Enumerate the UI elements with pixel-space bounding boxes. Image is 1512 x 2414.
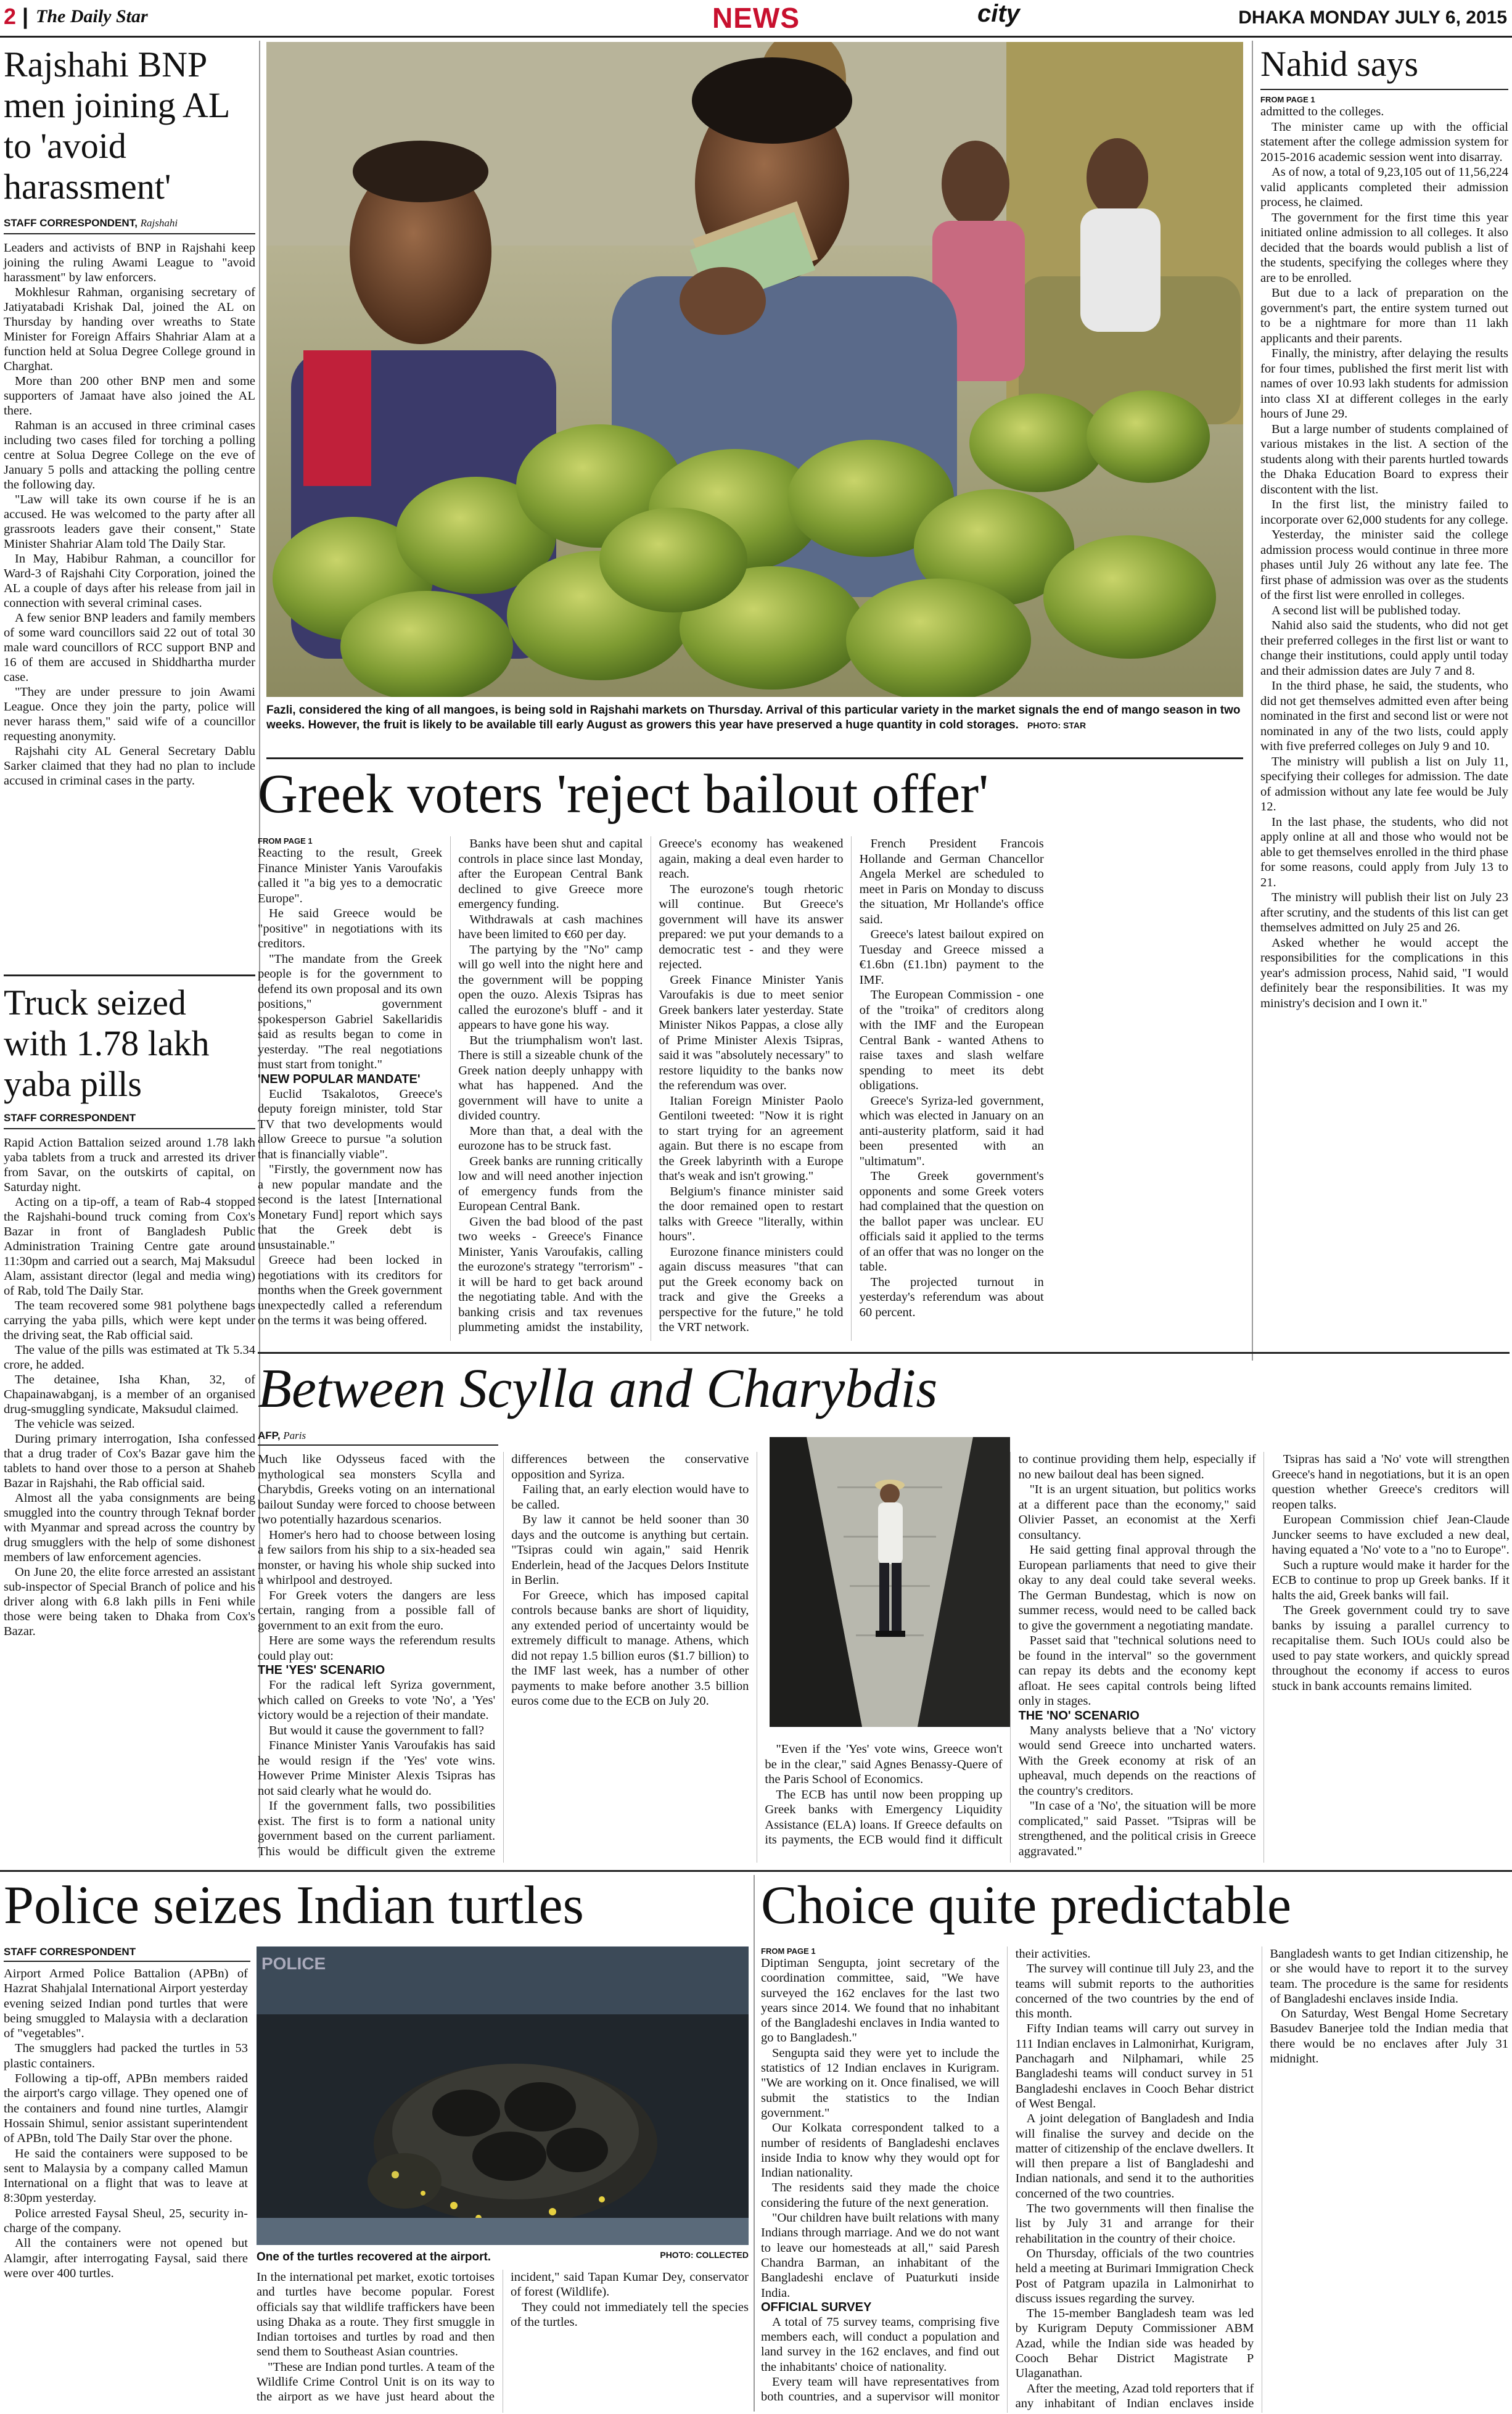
paragraph: "Even if the 'Yes' vote wins, Greece won't be in the clear," said Agnes Benassy-Quere of the Paris School of Economics. xyxy=(765,1742,1003,1786)
rajshahi-byline: STAFF CORRESPONDENT, Rajshahi xyxy=(4,217,255,234)
paragraph: Rahman is an accused in three criminal cases including two cases filed for torching a polling centre at Solua Degree College on the eve of January 5 polls and attacking the polling centre the following day. xyxy=(4,419,255,492)
paragraph: "In case of a 'No', the situation will be more complicated," said Passet. "Tsipras will be strengthened, and the political crisis in Greece aggravated." xyxy=(1018,1799,1256,1858)
paragraph: Euclid Tsakalotos, Greece's deputy foreign minister, told Star TV that two developments would allow Greece to pursue "a solution that is financially viable". xyxy=(258,1087,443,1161)
paragraph: But due to a lack of preparation on the government's part, the entire system turned out to be a nightmare for more than 11 lakh applicants and their parents. xyxy=(1260,286,1508,345)
paragraph: Passet said that "technical solutions need to be found in the interval" so the government can repay its debts and the economy kept afloat. He sees capital controls being lifted only in stages. xyxy=(1018,1634,1256,1708)
column-rule xyxy=(754,1875,755,2412)
paragraph: For Greek voters the dangers are less certain, ranging from a possible fall of government to an exit from the euro. xyxy=(258,1588,496,1633)
paragraph: French President Francois Hollande and German Chancellor Angela Merkel are scheduled to meet in Paris on Monday to discuss the situation, Mr Hollande's office said. xyxy=(859,837,1044,926)
turtle-caption: One of the turtles recovered at the airport. PHOTO: COLLECTED xyxy=(257,2250,749,2264)
paragraph: "Firstly, the government now has a new popular mandate and the second is the latest [International Monetary Fund] report which says that the Greek debt is unsustainable." xyxy=(258,1163,443,1252)
paragraph: The government for the first time this year initiated online admission to all colleges. It also decided that the boards would publish a list of the students, specifying the colleges where they are to be enrolled. xyxy=(1260,210,1508,285)
paragraph: Greek Finance Minister Yanis Varoufakis is due to meet senior Greek bankers later yesterday. State Minister Nikos Pappas, a close ally of Prime Minister Alexis Tsipras, said it was "absolutely necessary" to restore liquidity to the banks now the referendum was over. xyxy=(659,973,844,1092)
paragraph: He said getting final approval through the European parliaments that need to give their okay to any deal could take several weeks. The German Bundestag, which is now on summer recess, would need to be called back to give the government a negotiating mandate. xyxy=(1018,1543,1256,1633)
paragraph: But a large number of students complained of various mistakes in the list. A section of the students along with their parents hurtled towards the Dhaka Education Board to express their discontent with the list. xyxy=(1260,422,1508,496)
nahid-story xyxy=(1260,44,1508,1358)
paragraph: Every team will have representatives from both countries, and a supervisor will monitor their activities. xyxy=(761,1947,1091,2404)
paragraph: Finally, the ministry, after delaying the results for four times, published the first merit list with names of over 10.93 lakh students for admission into class XI at different colleges in the early hours of June 29. xyxy=(1260,347,1508,421)
paragraph: The Greek government's opponents and some Greek voters had complained that the question on the ballot paper was unclear. EU officials said it applied to the terms of an offer that was no longer on the table. xyxy=(859,1169,1044,1274)
paragraph: "Law will take its own course if he is an accused. He was welcomed to the party after all grassroots leaders gave their consent," State Minister Shahriar Alam told The Daily Star. xyxy=(4,493,255,551)
paragraph: Diptiman Sengupta, joint secretary of the coordination committee, said, "We have surveyed the 162 enclaves for the last two years since 2014. We found that no inhabitant of the Bangladeshi enclaves in India wanted to go to Bangladesh." xyxy=(761,1956,1000,2045)
paragraph: In the international pet market, exotic tortoises and turtles have become popular. Forest officials say that wildlife traffickers have been using Dhaka as a route. They first smuggle in Indian tortoises and turtles by road and then send them to Southeast Asian countries. xyxy=(257,2270,495,2359)
paragraph: Greece's latest bailout expired on Tuesday and Greece missed a €1.6bn (£1.1bn) payment to the IMF. xyxy=(859,928,1044,987)
paragraph: Asked whether he would accept the responsibilities for the complications in this year's admission process, Nahid said, "I would definitely bear the responsibilities. It was my ministry's decision and I own it." xyxy=(1260,936,1508,1010)
paragraph: For Greece, which has imposed capital controls because banks are short of liquidity, any extended period of uncertainty would be extremely difficult to manage. Athens, which did not repay 1.5 billion euros ($1.7 billion) to the IMF last week, has a number of other payments to make before another 3.5 billion euros come due to the ECB on July 20. xyxy=(511,1588,749,1708)
paragraph: Banks have been shut and capital controls in place since last Monday, after the European Central Bank declined to give Greece more emergency funding. xyxy=(458,837,643,911)
turtles-body-continued xyxy=(257,2270,749,2413)
truck-headline: Truck seized with 1.78 lakh yaba pills xyxy=(4,982,210,1104)
nahid-headline: Nahid says xyxy=(1260,44,1508,90)
paragraph: On Saturday, West Bengal Home Secretary Basudev Banerjee told the Indian media that there would be no enclaves after July 31 midnight. xyxy=(1270,2007,1508,2066)
nahid-body xyxy=(1260,95,1508,1011)
paragraph: A few senior BNP leaders and family members of some ward councillors said 22 out of total 30 male ward councillors of RCC support BNP and 16 of them are accused in Shiddhartha murder case. xyxy=(4,611,255,684)
paragraph: Eurozone finance ministers could again discuss measures "that can put the Greek economy back on track and give the Greeks a perspective for the future," he told the VRT network. xyxy=(659,1245,844,1334)
scylla-headline: Between Scylla and Charybdis xyxy=(258,1358,938,1419)
choice-headline: Choice quite predictable xyxy=(761,1876,1292,1935)
paragraph: Following a tip-off, APBn members raided the airport's cargo village. They opened one of the containers and found nine turtles, Alamgir Hossain Shimul, senior assistant superintendent of APBn, told The Daily Star over the phone. xyxy=(4,2072,248,2146)
paragraph: Belgium's finance minister said the door remained open to restart talks with Greece "literally, within hours". xyxy=(659,1184,844,1243)
paragraph: "It is an urgent situation, but politics works at a different pace than the economy," said Olivier Passet, an economist at the Xerfi consultancy. xyxy=(1018,1483,1256,1542)
rajshahi-story xyxy=(4,44,255,970)
paragraph: Failing that, an early election would have to be called. xyxy=(511,1483,749,1512)
paragraph: A total of 75 survey teams, comprising five members each, will conduct a population and land survey in the 162 enclaves, and find out the inhabitants' choice of nationality. xyxy=(761,2315,1000,2374)
paragraph: The minister came up with the official statement after the college admission system for 2015-2016 academic session went into disarray. xyxy=(1260,120,1508,164)
subsection-label: city xyxy=(977,0,1020,27)
mango-caption: Fazli, considered the king of all mangoes, is being sold in Rajshahi markets on Thursday. Arrival of this particular variety in the market signals the end of mango season in two weeks. However, the fruit is likely to be available till early August as growers this year have preserved a huge quantity in cold storages. PHOTO: STAR xyxy=(266,704,1241,731)
rajshahi-body xyxy=(4,241,255,788)
turtle-photo-image xyxy=(257,1946,749,2245)
paragraph: Airport Armed Police Battalion (APBn) of Hazrat Shahjalal International Airport yesterday evening seized Indian pond turtles that were being smuggled to Malaysia with a declaration of "vegetables". xyxy=(4,1967,248,2041)
paragraph: The ministry will publish their list on July 23 after scrutiny, and the students of this list can get themselves admitted on July 25 and 26. xyxy=(1260,891,1508,934)
paragraph: Nahid also said the students, who did not get their preferred colleges in the first list or want to change their institutions, could apply until today and their admission dates are July 7 and 8. xyxy=(1260,619,1508,678)
paragraph: Sengupta said they were yet to include the statistics of 12 Indian enclaves in Kurigram. "We are working on it. Once finalised, we will submit the statistics to the Indian government." xyxy=(761,2046,1000,2120)
police-sign: POLICE xyxy=(261,1954,326,1973)
paragraph: Our Kolkata correspondent talked to a number of residents of Bangladeshi enclaves inside India to know why they would opt for Indian nationality. xyxy=(761,2121,1000,2180)
from-page-label: FROM PAGE 1 xyxy=(761,1946,816,1956)
paragraph: Such a rupture would make it harder for the ECB to continue to prop up Greek banks. If it halts the aid, Greek banks will fail. xyxy=(1272,1558,1510,1602)
paragraph: On Thursday, officials of the two countries held a meeting at Burimari Immigration Check Post of Patgram upazila in Lalmonirhat to discuss issues regarding the survey. xyxy=(1015,2246,1254,2305)
paragraph: Withdrawals at cash machines have been limited to €60 per day. xyxy=(458,912,643,941)
paragraph: He said Greece would be "positive" in negotiations with its creditors. xyxy=(258,907,443,950)
rajshahi-headline: Rajshahi BNP men joining AL to 'avoid harassment' xyxy=(4,44,229,207)
section-rule xyxy=(0,1870,1512,1872)
paragraph: If the government falls, two possibilities exist. The first is to form a national unity government based on the current parliament. This would be difficult given the extreme differences between the conservative opposition and Syriza. xyxy=(258,1452,749,1858)
section-rule xyxy=(258,1352,1510,1354)
paragraph: Given the bad blood of the past two weeks - Greece's Finance Minister, Yanis Varoufakis, calling the eurozone's strategy "terrorism" - it will be hard to get back around the negotiating table. And with the banking crisis and tax revenues plummeting amidst the instability, Greece's economy has weakened again, making a deal even harder to reach. xyxy=(458,837,844,1334)
paragraph: In the third phase, he said, the students, who did not get themselves admitted even after being nominated in the first and second list or were not nominated in any of the two lists, could apply with five preferred colleges on July 9 and 10. xyxy=(1260,679,1508,753)
choice-body xyxy=(761,1946,1508,2413)
column-rule xyxy=(1252,41,1253,1361)
truck-story xyxy=(4,974,255,1877)
mango-market-photo xyxy=(266,42,1243,697)
truck-body xyxy=(4,1135,255,1639)
paragraph: For the radical left Syriza government, which called on Greeks to vote 'No', a 'Yes' victory would be a rejection of their mandate. xyxy=(258,1678,496,1722)
paragraph: Fifty Indian teams will carry out survey in 111 Indian enclaves in Lalmonirhat, Kurigram, Panchagarh and Nilphamari, while 25 Bangladeshi teams will conduct survey in 51 Bangladeshi enclaves in Cooch Behar district of West Bengal. xyxy=(1015,2022,1254,2111)
paragraph: Leaders and activists of BNP in Rajshahi keep joining the ruling Awami League to "avoid harassment" by law enforcers. xyxy=(4,241,255,284)
paragraph: Greek banks are running critically low and will need another injection of emergency funds from the European Central Bank. xyxy=(458,1154,643,1213)
paragraph: More than 200 other BNP men and some supporters of Jamaat have also joined the AL there. xyxy=(4,374,255,418)
paragraph: He said the containers were supposed to be sent to Malaysia by a company called Mamun International on a flight that was to leave at 8:30pm yesterday. xyxy=(4,2146,248,2206)
paragraph: Finance Minister Yanis Varoufakis has said he would resign if the 'Yes' vote wins. However Prime Minister Alexis Tsipras has not said clearly what he would do. xyxy=(258,1739,496,1798)
paragraph: By law it cannot be held sooner than 30 days and the outcome is anything but certain. "Tsipras could win again," said Henrik Enderlein, head of the Jacques Delors Institute in Berlin. xyxy=(511,1513,749,1587)
paragraph: A second list will be published today. xyxy=(1272,603,1461,617)
paragraph: "They are under pressure to join Awami League. Once they join the party, police will never harass them," said wife of a councillor requesting anonymity. xyxy=(4,685,255,743)
scylla-story xyxy=(258,1430,1510,1861)
paragraph: Rajshahi city AL General Secretary Dablu Sarker claimed that they had no plan to include accused in criminal cases in the party. xyxy=(4,744,255,788)
paragraph: A joint delegation of Bangladesh and India will finalise the survey and decide on the matter of citizenship of the enclave dwellers. It will then prepare a list of Bangladeshi and Indian nationals, and send it to the authorities concerned of the two countries. xyxy=(1015,2112,1254,2201)
paragraph: Yesterday, the minister said the college admission process would continue in three more phases until July 26 without any late fee. The first phase of admission was over as the students of the first list were enrolled in colleges. xyxy=(1260,528,1508,602)
paragraph: Tsipras has said a 'No' vote will strengthen Greece's hand in negotiations, but it is an open question whether Greece's creditors will reopen talks. xyxy=(1272,1452,1510,1512)
paragraph: The partying by the "No" camp will go well into the night here and the government will be popping open the ouzo. Alexis Tsipras has called the eurozone's bluff - and it appears to have gone his way. xyxy=(458,942,643,1032)
paragraph: Rapid Action Battalion seized around 1.78 lakh yaba tablets from a truck and arrested its driver from Savar, on the outskirts of capital, on Saturday night. xyxy=(4,1136,255,1194)
paragraph: The 15-member Bangladesh team was led by Kurigram Deputy Commissioner ABM Azad, while the Indian side was headed by Cooch Behar District Magistrate P Ulaganathan. xyxy=(1015,2307,1254,2381)
paragraph: In May, Habibur Rahman, a councillor for Ward-3 of Rajshahi City Corporation, joined the AL a couple of days after his release from jail in connection with several criminal cases. xyxy=(4,552,255,610)
paragraph: Mokhlesur Rahman, organising secretary of Jatiyatabadi Krishak Dal, joined the AL on Thursday by handing over wreaths to State Minister for Foreign Affairs Shahriar Alam at a function held at Solua Degree College ground in Charghat. xyxy=(4,286,255,373)
subheading: THE 'YES' SCENARIO xyxy=(258,1663,385,1677)
paragraph: Police arrested Faysal Sheul, 25, security in-charge of the company. xyxy=(4,2206,248,2236)
mango-photo xyxy=(266,42,1243,697)
paragraph: Almost all the yaba consignments are being smuggled into the country through Teknaf border with Myanmar and spread across the country by drug smugglers with the help of some dishonest members of law enforcement agencies. xyxy=(4,1491,255,1564)
paragraph: Acting on a tip-off, a team of Rab-4 stopped the Rajshahi-bound truck coming from Cox's Bazar in front of Bangladesh Public Administration Training Centre gate around 11:30pm and carried out a search, Maj Maksudul Alam, assistant director (legal and media wing) of Rab, told The Daily Star. xyxy=(4,1195,255,1298)
paragraph: Greece had been locked in negotiations with its creditors for months when the Greek government unexpectedly called a referendum on the terms it was being offered. xyxy=(258,1253,443,1327)
paragraph: Many analysts believe that a 'No' victory would send Greece into uncharted waters. With the Greek economy at risk of an upheaval, much depends on the reactions of the country's creditors. xyxy=(1018,1723,1256,1798)
turtles-byline: STAFF CORRESPONDENT xyxy=(4,1946,250,1962)
paragraph: The ECB has until now been propping up Greek banks with Emergency Liquidity Assistance (ELA) loans. If Greece defaults on its payments, the ECB would find it difficult to continue providing them help, especially if no new bailout deal has been signed. xyxy=(765,1452,1256,1847)
subheading: 'NEW POPULAR MANDATE' xyxy=(258,1072,421,1086)
turtles-headline: Police seizes Indian turtles xyxy=(4,1876,584,1935)
paragraph: Greece's Syriza-led government, which was elected in January on an anti-austerity platform, said it had been presented with an "ultimatum". xyxy=(859,1094,1044,1168)
paragraph: The European Commission - one of the "troika" of creditors along with the IMF and the European Central Bank - wanted Athens to raise taxes and slash welfare spending to meet its debt obligations. xyxy=(859,988,1044,1092)
scylla-body xyxy=(258,1452,1510,1863)
paragraph: The smugglers had packed the turtles in 53 plastic containers. xyxy=(4,2041,248,2070)
paragraph: The ministry will publish a list on July 11, specifying their colleges for admission. The date of admission without any late fee would be July 12. xyxy=(1260,754,1508,814)
paragraph: European Commission chief Jean-Claude Juncker seems to have excluded a new deal, having equated a 'No' vote to a "no to Europe". xyxy=(1272,1513,1510,1557)
photo-spacer xyxy=(765,1452,1002,1742)
subheading: THE 'NO' SCENARIO xyxy=(1018,1708,1140,1723)
paragraph: Much like Odysseus faced with the mythological sea monsters Scylla and Charybdis, Greeks voting on an international bailout Sunday were forced to choose between two potentially hazardous scenarios. xyxy=(258,1452,496,1526)
paragraph: The residents said they made the choice considering the future of the next generation. xyxy=(761,2181,1000,2210)
paragraph: The two governments will then finalise the list by July 31 and arrange for their rehabilitation in the country of their choice. xyxy=(1015,2202,1254,2246)
paragraph: During primary interrogation, Isha confessed that a drug trader of Cox's Bazar gave him the tablets to hand over those to a person at Shaheb Bazar in Rajshahi, the Rab official said. xyxy=(4,1432,255,1490)
paragraph: Homer's hero had to choose between losing a few sailors from his ship to a six-headed sea monster, or having his whole ship sucked into a whirlpool and destroyed. xyxy=(258,1528,496,1587)
page-header xyxy=(0,0,1512,38)
greek-headline: Greek voters 'reject bailout offer' xyxy=(258,764,989,825)
paragraph: In the first list, the ministry failed to incorporate over 62,000 students for any college. xyxy=(1260,498,1508,527)
greek-body xyxy=(258,836,1244,1341)
subheading: OFFICIAL SURVEY xyxy=(761,2300,872,2314)
turtles-body xyxy=(4,1966,248,2412)
paragraph: More than that, a deal with the eurozone has to be struck fast. xyxy=(458,1124,643,1153)
from-page-label: FROM PAGE 1 xyxy=(1260,95,1315,104)
paragraph: All the containers were not opened but Alamgir, after interrogating Faysal, said there were over 400 turtles. xyxy=(4,2236,248,2280)
paragraph: The projected turnout in yesterday's referendum was about 60 percent. xyxy=(859,1275,1044,1319)
paragraph: After the meeting, Azad told reporters that if any inhabitant of Indian enclaves inside Bangladesh wants to get Indian citizenship, he or she would have to report it to the survey team. The procedure is the same for residents of Bangladeshi enclaves inside India. xyxy=(1015,1947,1508,2410)
from-page-label: FROM PAGE 1 xyxy=(258,836,313,846)
paragraph: The detainee, Isha Khan, 32, of Chapainawabganj, is a member of an organised drug-smuggling syndicate, Maksudul claimed. xyxy=(4,1373,255,1416)
paragraph: But the triumphalism won't last. There is still a sizeable chunk of the Greek nation deeply unhappy with what has happened. And the government will have to unite a divided country. xyxy=(458,1033,643,1123)
truck-byline: STAFF CORRESPONDENT xyxy=(4,1112,255,1129)
paragraph: But would it cause the government to fall? xyxy=(269,1723,484,1737)
paragraph: The vehicle was seized. xyxy=(15,1417,135,1431)
section-label: NEWS xyxy=(712,2,800,34)
turtle-photo xyxy=(257,1946,749,2245)
paragraph: Reacting to the result, Greek Finance Minister Yanis Varoufakis called it "a big yes to a democratic Europe". xyxy=(258,846,443,905)
paragraph: admitted to the colleges. xyxy=(1260,105,1384,118)
paragraph: The value of the pills was estimated at Tk 5.34 crore, he added. xyxy=(4,1343,255,1372)
paragraph: The Greek government could try to save banks by issuing a parallel currency to recapitalise them. Such IOUs could also be used to pay state workers, and quickly spread throughout the economy if access to euros stuck in bank accounts remains limited. xyxy=(1272,1604,1510,1693)
page-number: 2 | xyxy=(4,4,29,29)
paragraph: "These are Indian pond turtles. A team of the Wildlife Crime Control Unit is on its way to the airport as we have just heard about the incident," said Tapan Kumar Dey, conservator of forest (Wildlife). xyxy=(257,2270,749,2404)
paragraph: "Our children have built relations with many Indians through marriage. And we do not want to leave our homesteads at all," said Paresh Chandra Barman, an inhabitant of the Bangladeshi enclave of Puaturkuti inside India. xyxy=(761,2211,1000,2300)
scylla-byline: AFP, Paris xyxy=(258,1430,498,1446)
paragraph: As of now, a total of 9,23,105 out of 11,56,224 valid applicants completed their admission process, he claimed. xyxy=(1260,165,1508,209)
paragraph: Italian Foreign Minister Paolo Gentiloni tweeted: "Now it is right to start trying for an agreement again. But there is no escape from the Greek labyrinth with a Europe that's weak and isn't growing." xyxy=(659,1094,844,1183)
paragraph: Here are some ways the referendum results could play out: xyxy=(258,1634,496,1663)
paragraph: In the last phase, the students, who did not apply online at all and those who would not be able to get themselves enrolled in the third phase for some reasons, could apply from July 13 to 21. xyxy=(1260,815,1508,889)
paragraph: "The mandate from the Greek people is for the government to defend its own proposal and its own positions," government spokesperson Gabriel Sakellaridis said as results began to come in yesterday. "The real negotiations must start from tonight." xyxy=(258,952,443,1071)
paragraph: The survey will continue till July 23, and the teams will submit reports to the authorities concerned of the two countries by the end of this month. xyxy=(1015,1962,1254,2021)
paragraph: The team recovered some 981 polythene bags carrying the yaba pills, which were kept under the driving seat, the Rab official said. xyxy=(4,1299,255,1342)
section-rule xyxy=(266,757,1243,759)
dateline: DHAKA MONDAY JULY 6, 2015 xyxy=(1238,7,1507,28)
paragraph: They could not immediately tell the species of the turtles. xyxy=(511,2300,749,2329)
paragraph: The eurozone's tough rhetoric will continue. But Greece's government will have its answer prepared: we put your demands to a democratic test - and they were rejected. xyxy=(659,882,844,971)
paragraph: On June 20, the elite force arrested an assistant sub-inspector of Special Branch of police and his driver along with 6.8 lakh pills in Feni while those were being taken to Dhaka from Cox's Bazar. xyxy=(4,1565,255,1638)
newspaper-flag: The Daily Star xyxy=(36,6,148,27)
